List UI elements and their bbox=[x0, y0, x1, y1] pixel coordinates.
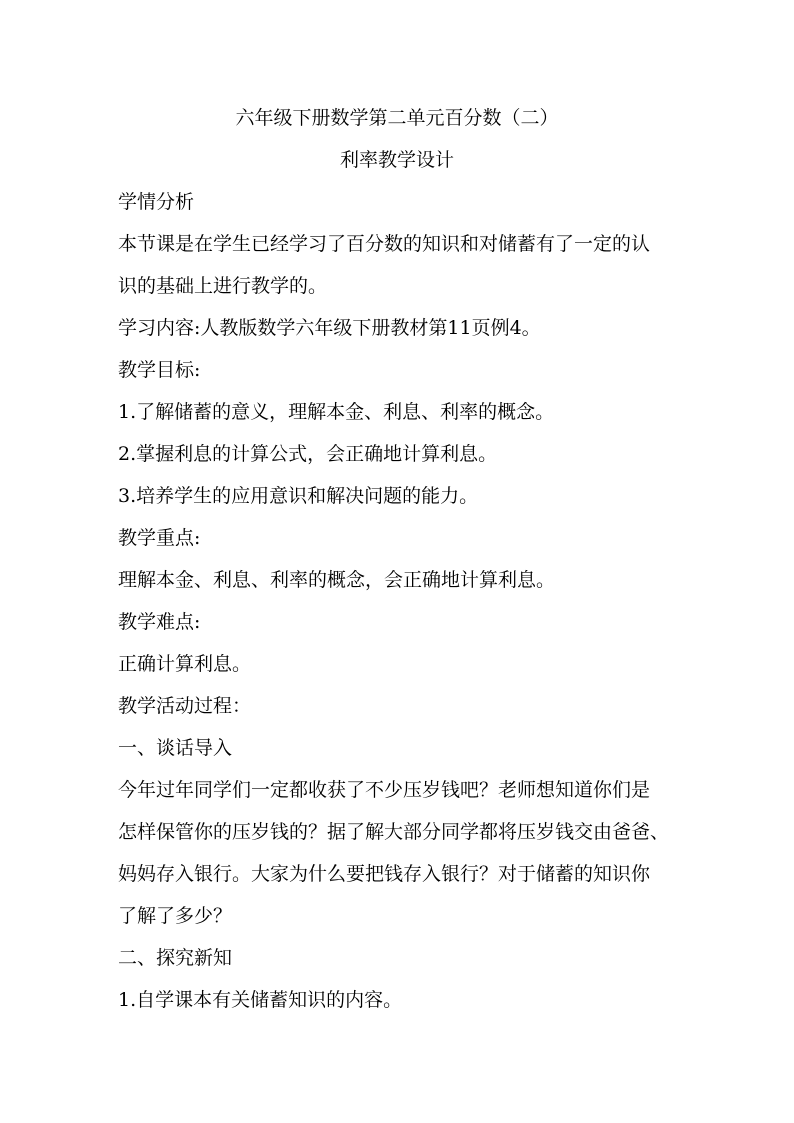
section-heading-learning-analysis: 学情分析 bbox=[118, 191, 195, 213]
objective-item: 2.掌握利息的计算公式，会正确地计算利息。 bbox=[118, 443, 498, 465]
paragraph-line: 了解了多少？ bbox=[118, 905, 233, 927]
section-heading-objectives: 教学目标: bbox=[118, 359, 201, 381]
paragraph-line: 怎样保管你的压岁钱的？据了解大部分同学都将压岁钱交由爸爸、 bbox=[118, 821, 670, 843]
difficulties-line: 正确计算利息。 bbox=[118, 653, 252, 675]
objective-item: 3.培养学生的应用意识和解决问题的能力。 bbox=[118, 485, 479, 507]
subsection-heading-intro: 一、谈话导入 bbox=[118, 737, 233, 759]
subsection-heading-explore: 二、探究新知 bbox=[118, 947, 233, 969]
paragraph-line: 本节课是在学生已经学习了百分数的知识和对储蓄有了一定的认 bbox=[118, 233, 651, 255]
section-heading-key-points: 教学重点: bbox=[118, 527, 201, 549]
section-heading-process: 教学活动过程： bbox=[118, 695, 252, 717]
section-heading-difficulties: 教学难点: bbox=[118, 611, 201, 633]
objective-item: 1.了解储蓄的意义，理解本金、利息、利率的概念。 bbox=[118, 401, 555, 423]
learning-content-line: 学习内容:人教版数学六年级下册教材第11页例4。 bbox=[118, 317, 541, 339]
key-points-line: 理解本金、利息、利率的概念，会正确地计算利息。 bbox=[118, 569, 556, 591]
list-item: 1.自学课本有关储蓄知识的内容。 bbox=[118, 989, 403, 1011]
paragraph-line: 识的基础上进行教学的。 bbox=[118, 275, 328, 297]
paragraph-line: 今年过年同学们一定都收获了不少压岁钱吧？老师想知道你们是 bbox=[118, 779, 651, 801]
document-title: 六年级下册数学第二单元百分数（二） bbox=[235, 107, 559, 129]
paragraph-line: 妈妈存入银行。大家为什么要把钱存入银行？对于储蓄的知识你 bbox=[118, 863, 651, 885]
document-subtitle: 利率教学设计 bbox=[339, 149, 454, 171]
